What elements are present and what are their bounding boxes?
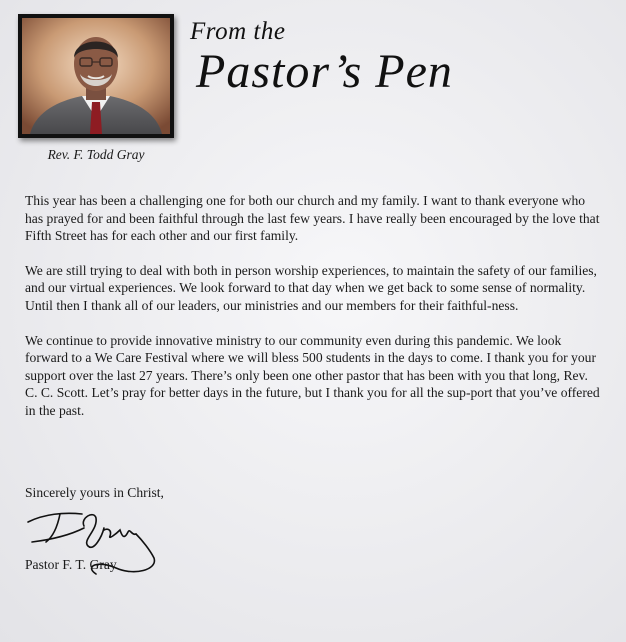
header-title-small: From the	[190, 18, 286, 45]
letter-paragraph-1: This year has been a challenging one for both our church and my family. I want to thank everyone who has prayed for and been faithful through the last few years. I have really been encouraged by the love that Fifth Street has for each other and our first family.	[25, 193, 600, 244]
letter-closing: Sincerely yours in Christ,	[25, 485, 164, 500]
header-title-large: Pastor’s Pen	[196, 45, 453, 98]
letter-paragraph-2: We are still trying to deal with both in person worship experiences, to maintain the safety of our families, and our virtual experiences. We look forward to that day when we get back to some sense of normality. Until then I thank all of our leaders, our ministries and our members for their faithful-ness.	[25, 262, 597, 313]
photo-caption: Rev. F. Todd Gray	[47, 147, 145, 162]
pastor-signoff: Pastor F. T. Gray	[25, 557, 117, 572]
letter-body	[25, 192, 601, 437]
pastor-photo	[18, 14, 174, 138]
pastor-portrait-image	[22, 18, 170, 134]
letter-paragraph-3: We continue to provide innovative ministry to our community even during this pandemic. We look forward to a We Care Festival where we will bless 500 students in the days to come. I thank you for your support over the last 27 years. There’s only been one other pastor that has been with you that long, Rev. C. C. Scott. Let’s pray for better days in the future, but I thank you for all the sup-port that you’ve offered in the past.	[25, 332, 600, 418]
